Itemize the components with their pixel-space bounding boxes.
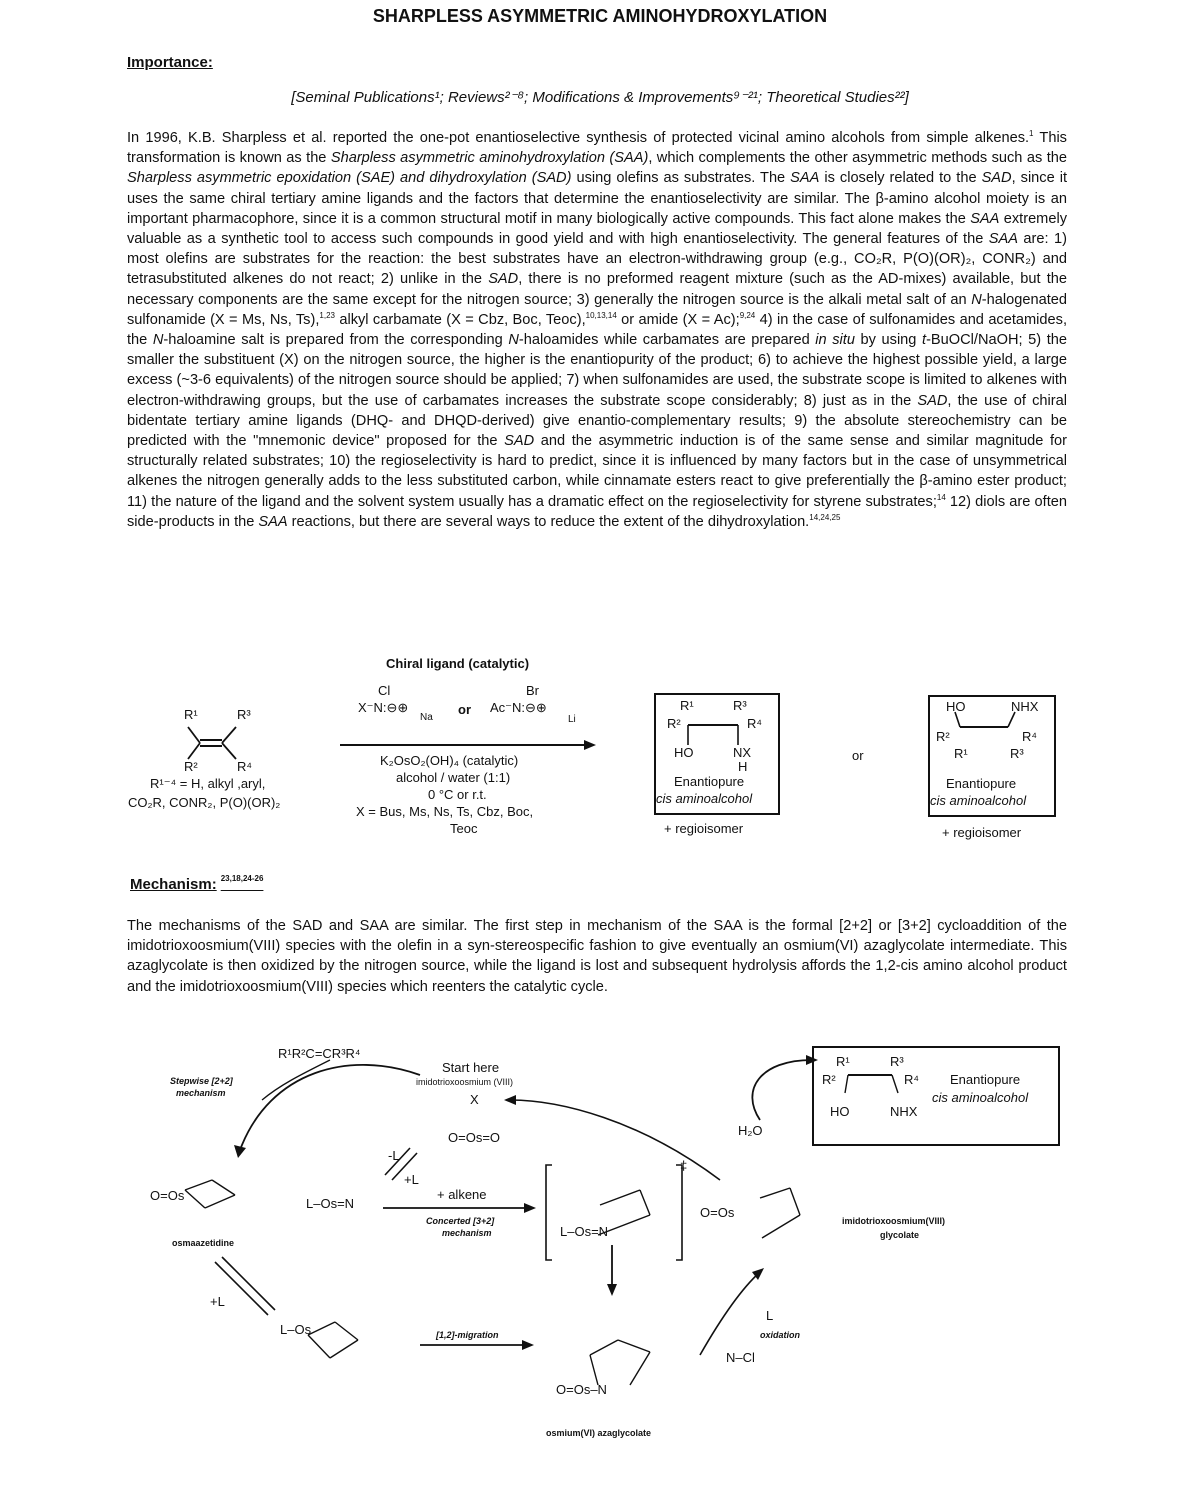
product1-ho: HO: [674, 745, 694, 760]
final-ho: HO: [830, 1104, 850, 1119]
products-or: or: [852, 748, 864, 763]
condition-catalyst: K₂OsO₂(OH)₄ (catalytic): [380, 753, 519, 768]
condition-x-groups: X = Bus, Ms, Ns, Ts, Cbz, Boc,: [356, 804, 534, 819]
product2-r2: R²: [936, 729, 950, 744]
importance-references: [Seminal Publications¹; Reviews²⁻⁸; Modifications & Improvements⁹⁻²¹; Theoretical Studies²²]: [291, 89, 909, 106]
product1-nx: NX: [733, 745, 752, 760]
cycle-ligated-osmium: L–Os=N: [306, 1196, 355, 1211]
cycle-plus-l-lower: +L: [210, 1294, 225, 1309]
alkene-r2: R²: [184, 759, 198, 774]
cycle-oxidation-label: oxidation: [760, 1330, 800, 1340]
cycle-plus-alkene: + alkene: [437, 1187, 487, 1202]
mechanism-heading: [130, 876, 263, 893]
final-label-cont: cis aminoalcohol: [932, 1090, 1029, 1105]
cycle-minus-l: -L: [388, 1148, 400, 1163]
cycle-imido-osmium: O=Os=O: [448, 1130, 501, 1145]
cycle-chloramine: N–Cl: [726, 1350, 755, 1365]
reagent2-cation: Li: [568, 714, 576, 725]
cycle-imido-label: imidotrioxoosmium (VIII): [416, 1077, 514, 1087]
final-r1: R¹: [836, 1054, 850, 1069]
reagent1-formula: X⁻N:⊖⊕: [358, 700, 409, 715]
final-r3: R³: [890, 1054, 904, 1069]
importance-heading: Importance:: [127, 54, 213, 71]
reagent-or: or: [458, 702, 471, 717]
cycle-plus-l: +L: [404, 1172, 419, 1187]
page-title: SHARPLESS ASYMMETRIC AMINOHYDROXYLATION: [372, 6, 828, 26]
product1-label-cont: cis aminoalcohol: [656, 791, 753, 806]
product1-r3: R³: [733, 698, 747, 713]
importance-paragraph: In 1996, K.B. Sharpless et al. reported the one-pot enantioselective synthesis of protected vicinal amino alcohols from simple alkenes.$^1$ This transformation is known as the Sharpless asymmetric aminohydroxylation (SAA), which complements the other asymmetric methods such as the Sharpless asymmetric epoxidation (SAE) and dihydroxylation (SAD) using olefins as substrates. The SAA is closely related to the SAD, since it uses the same chiral tertiary amine ligands and the factors that determine the enantioselectivity are similar. The β-amino alcohol moiety is an important pharmacophore, since it is a common structural motif in many biologically active compounds. This fact alone makes the SAA extremely valuable as a synthetic tool to access such compounds in good yield and with high enantioselectivity. The general features of the SAA are: 1) most olefins are substrates for the reaction: the best substrates have an electron-withdrawing group (e.g., CO₂R, P(O)(OR)₂, CONR₂) and tetrasubstituted alkenes do not react; 2) unlike in the SAD, there is no preformed reagent mixture (such as the AD-mixes) available, but the necessary components are the same except for the nitrogen source; 3) generally the nitrogen source is the alkali metal salt of an N-halogenated sulfonamide (X = Ms, Ns, Ts),$^{1,23}$ alkyl carbamate (X = Cbz, Boc, Teoc),$^{10,13,14}$ or amide (X = Ac);$^{9,24}$ 4) in the case of sulfonamides and acetamides, the N-haloamine salt is prepared from the corresponding N-haloamides while carbamates are prepared in situ by using t-BuOCl/NaOH; 5) the smaller the substituent (X) on the nitrogen source, the higher is the enantiopurity of the product; 6) to achieve the highest possible yield, a large excess (~3-6 equivalents) of the nitrogen source should be applied; 7) when sulfonamides are used, the substrate scope is limited to alkenes with electron-withdrawing groups, but the use of carbamates increases the substrate scope considerably; 8) just as in the SAD, the use of chiral bidentate tertiary amine ligands (DHQ- and DHQD-derived) give enantio-complementary results; 9) the absolute stereochemistry can be predicted with the "mnemonic device" proposed for the SAD and the asymmetric induction is of the same sense and similar magnitude for structurally related substrates; 10) the regioselectivity is hard to predict, since it is influenced by many factors but in the case of unsymmetrical alkenes the nitrogen generally adds to the less substituted carbon, while cinnamate esters react to give preferentially the β-amino ester product; 11) the nature of the ligand and the solvent system usually has a dramatic effect on the regioselectivity for styrene substrates;$^{14}$ 12) diols are often side-products in the SAA reactions, but there are several ways to reduce the extent of the dihydroxylation.$^{14,24,25}$: [127, 129, 1068, 530]
cycle-imido-x: X: [470, 1092, 479, 1107]
substituent-definition-cont: CO₂R, CONR₂, P(O)(OR)₂: [128, 795, 281, 810]
product2-ho: HO: [946, 699, 966, 714]
cycle-ts-dagger: ‡: [680, 1158, 688, 1173]
condition-temperature: 0 °C or r.t.: [428, 787, 487, 802]
substituent-definition: R¹⁻⁴ = H, alkyl ,aryl,: [150, 776, 266, 791]
cycle-osmaazetidine-label: osmaazetidine: [172, 1238, 235, 1248]
cycle-azaglycolate-label: osmium(VI) azaglycolate: [546, 1428, 652, 1438]
condition-x-groups-cont: Teoc: [450, 821, 478, 836]
cycle-glycolate-label: imidotrioxoosmium(VIII): [842, 1216, 946, 1226]
cycle-glycolate-osmium: O=Os: [700, 1205, 735, 1220]
reagent1-halogen: Cl: [378, 683, 391, 698]
cycle-concerted-label: Concerted [3+2]: [426, 1216, 495, 1226]
cycle-stepwise-label: Stepwise [2+2]: [170, 1076, 233, 1086]
mechanism-heading-text: Mechanism:: [130, 876, 217, 893]
cycle-azaglycolate-osmium: O=Os–N: [556, 1382, 607, 1397]
final-label: Enantiopure: [950, 1072, 1021, 1087]
final-nhx: NHX: [890, 1104, 918, 1119]
product2-nhx: NHX: [1011, 699, 1039, 714]
product1-regioisomer: + regioisomer: [664, 821, 744, 836]
mechanism-references: 23,18,24-26: [220, 874, 264, 883]
final-r2: R²: [822, 1072, 836, 1087]
cycle-osmaazetidine-os: O=Os: [150, 1188, 185, 1203]
product1-r1: R¹: [680, 698, 694, 713]
cycle-lower-osmium: L–Os: [280, 1322, 312, 1337]
cycle-concerted-label-cont: mechanism: [442, 1228, 492, 1238]
product2-r4: R⁴: [1022, 729, 1037, 744]
cycle-migration-label: [1,2]-migration: [436, 1330, 499, 1340]
cycle-alkene: R¹R²C=CR³R⁴: [278, 1046, 361, 1061]
product1-r4: R⁴: [747, 716, 762, 731]
product2-r1: R¹: [954, 746, 968, 761]
cycle-ts-osmium: L–Os=N: [560, 1224, 609, 1239]
condition-solvent: alcohol / water (1:1): [396, 770, 511, 785]
alkene-r4: R⁴: [237, 759, 252, 774]
product2-r3: R³: [1010, 746, 1024, 761]
cycle-stepwise-label-cont: mechanism: [176, 1088, 226, 1098]
cycle-glycolate-label-cont: glycolate: [880, 1230, 920, 1240]
cycle-ligand-l: L: [766, 1308, 774, 1323]
reagent1-cation: Na: [420, 712, 433, 723]
alkene-r1: R¹: [184, 707, 198, 722]
reagent2-halogen: Br: [526, 683, 539, 698]
ligand-label: Chiral ligand (catalytic): [386, 656, 530, 671]
cycle-water: H₂O: [738, 1123, 763, 1138]
alkene-r3: R³: [237, 707, 251, 722]
product2-regioisomer: + regioisomer: [942, 825, 1022, 840]
product2-label: Enantiopure: [946, 776, 1017, 791]
product2-label-cont: cis aminoalcohol: [930, 793, 1027, 808]
product1-h: H: [738, 759, 748, 774]
cycle-start-here: Start here: [442, 1060, 500, 1075]
reagent2-formula: Ac⁻N:⊖⊕: [490, 700, 547, 715]
product1-label: Enantiopure: [674, 774, 745, 789]
product1-r2: R²: [667, 716, 681, 731]
final-r4: R⁴: [904, 1072, 919, 1087]
mechanism-paragraph: The mechanisms of the SAD and SAA are similar. The first step in mechanism of the SAA is the formal [2+2] or [3+2] cycloaddition of the imidotrioxoosmium(VIII) species with the olefin in a syn-stereospecific fashion to give eventually an osmium(VI) azaglycolate intermediate. This azaglycolate is then oxidized by the nitrogen source, while the ligand is lost and subsequent hydrolysis affords the 1,2-cis amino alcohol product and the imidotrioxoosmium(VIII) species which reenters the catalytic cycle.: [127, 918, 1067, 995]
